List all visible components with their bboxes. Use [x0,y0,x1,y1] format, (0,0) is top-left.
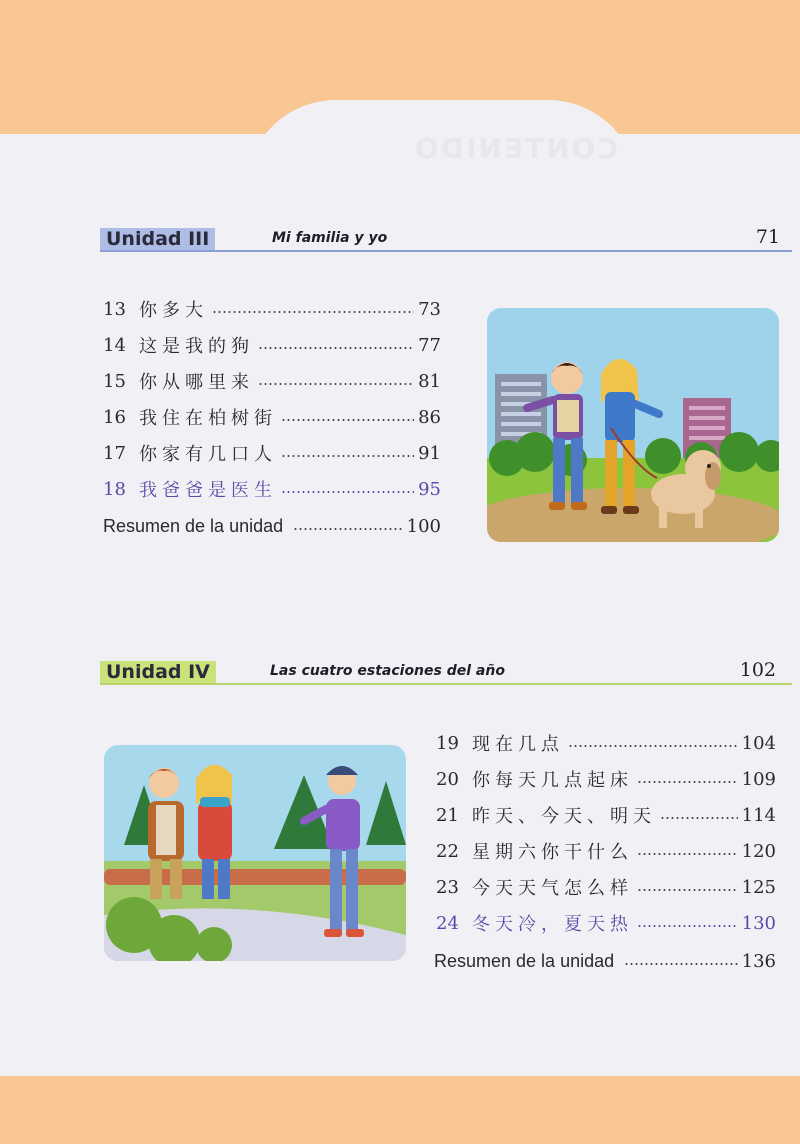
lesson-row[interactable] [436,728,776,758]
lesson-title: 你多大 [139,300,208,321]
unit-4-subtitle: Las cuatro estaciones del año [270,663,505,679]
lesson-number: 16 [103,406,126,428]
unit-4-label: Unidad IV [100,661,216,683]
summary-row[interactable] [103,511,441,541]
family-walk-illustration [487,308,779,542]
summary-title: Resumen de la unidad [103,515,284,536]
lesson-number: 13 [103,298,126,320]
dot-leader [637,889,738,891]
dot-leader [624,963,738,965]
lesson-page: 125 [741,876,776,898]
lesson-page: 104 [741,732,776,754]
lesson-row[interactable] [436,872,776,902]
lesson-title: 星期六你干什么 [472,842,633,863]
summary-row[interactable] [434,946,776,976]
lesson-number: 17 [103,442,126,464]
dot-leader [281,419,414,421]
lesson-page: 86 [418,406,441,428]
dot-leader [212,311,414,313]
dot-leader [568,745,738,747]
lesson-number: 24 [436,912,459,934]
lesson-page: 91 [418,442,441,464]
lesson-number: 23 [436,876,459,898]
lesson-row[interactable] [103,366,441,396]
lesson-title: 这是我的狗 [139,336,254,357]
lesson-title: 冬天冷，夏天热 [472,914,633,935]
show-through-heading: CONTENIDO [413,132,618,165]
summary-page: 100 [406,515,441,537]
lesson-title: 今天天气怎么样 [472,878,633,899]
lesson-row[interactable] [103,402,441,432]
lesson-title: 我住在柏树街 [139,408,277,429]
lesson-title: 昨天、今天、明天 [472,806,656,827]
lesson-row[interactable] [436,764,776,794]
dot-leader [281,455,414,457]
lesson-page: 114 [741,804,776,826]
lesson-page: 81 [418,370,441,392]
lesson-page: 77 [418,334,441,356]
lesson-title: 你每天几点起床 [472,770,633,791]
unit-3-label: Unidad III [100,228,215,250]
dot-leader [637,853,738,855]
winter-friends-scene [104,745,406,961]
unit-3-header [100,228,792,256]
dot-leader [293,528,403,530]
lesson-row[interactable] [103,330,441,360]
dot-leader [258,383,414,385]
lesson-title: 现在几点 [472,734,564,755]
lesson-row[interactable] [436,836,776,866]
dot-leader [637,925,738,927]
unit-3-rule [100,250,792,252]
dot-leader [637,781,738,783]
lesson-row[interactable] [436,800,776,830]
lesson-page: 120 [741,840,776,862]
unit-3-subtitle: Mi familia y yo [272,230,388,246]
dot-leader [660,817,738,819]
family-walk-scene [487,308,779,542]
lesson-row[interactable] [103,294,441,324]
lesson-number: 20 [436,768,459,790]
dot-leader [281,491,414,493]
lesson-title: 你从哪里来 [139,372,254,393]
lesson-page: 109 [741,768,776,790]
lesson-page: 73 [418,298,441,320]
lesson-title: 我爸爸是医生 [139,480,277,501]
summary-page: 136 [741,950,776,972]
unit-4-header [100,661,792,689]
lesson-page: 130 [741,912,776,934]
lesson-page: 95 [418,478,441,500]
lesson-number: 19 [436,732,459,754]
lesson-number: 22 [436,840,459,862]
lesson-row-highlighted[interactable] [103,474,441,504]
lesson-number: 14 [103,334,126,356]
dot-leader [258,347,414,349]
lesson-title: 你家有几口人 [139,444,277,465]
unit-3-page: 71 [755,226,780,248]
lesson-row-highlighted[interactable] [436,908,776,938]
winter-friends-illustration [104,745,406,961]
lesson-number: 21 [436,804,459,826]
unit-4-page: 102 [739,659,776,681]
unit-4-rule [100,683,792,685]
summary-title: Resumen de la unidad [434,950,615,971]
lesson-number: 18 [103,478,126,500]
lesson-number: 15 [103,370,126,392]
lesson-row[interactable] [103,438,441,468]
